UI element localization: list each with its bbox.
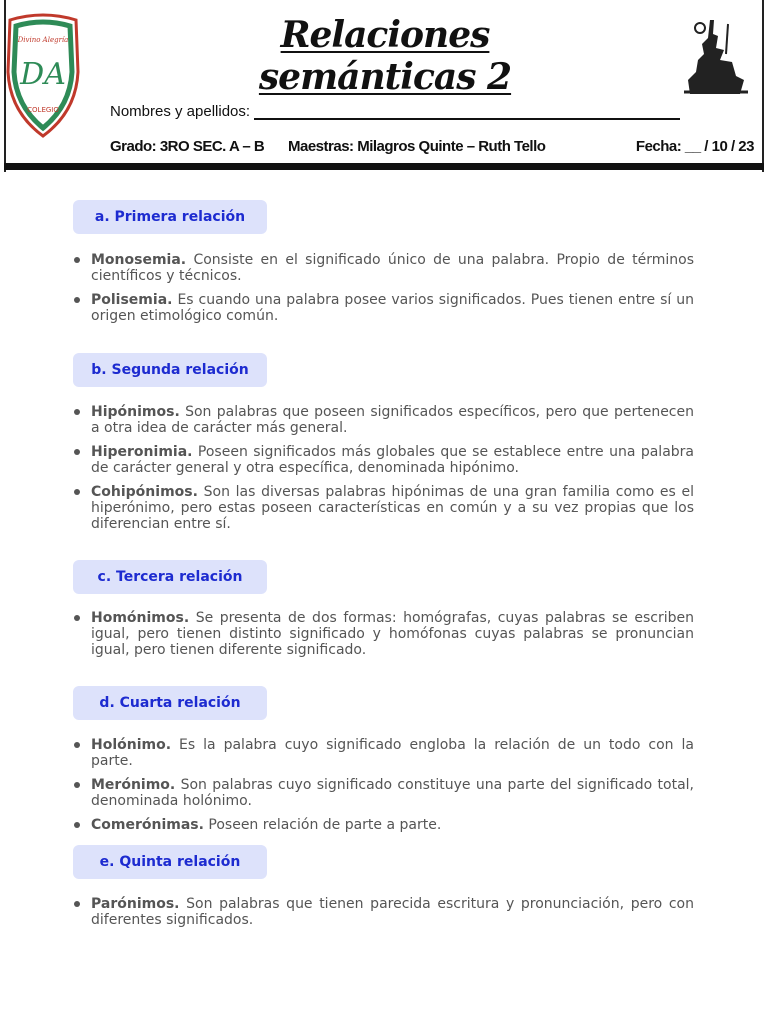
term: Hiperonimia.: [91, 444, 193, 460]
definition: Se presenta de dos formas: homógrafas, cuyas palabras se escriben igual, pero tienen distinto significado y homófonas cuyas palabras se pronuncian igual, pero tienen diferente significado.: [91, 610, 694, 658]
section-list-b: [73, 404, 694, 540]
definition: Son palabras que tienen parecida escritura y pronunciación, pero con diferentes significados.: [91, 896, 694, 928]
list-item: [73, 896, 694, 928]
names-blank-line[interactable]: [254, 102, 680, 120]
section-heading-a: a. Primera relación: [73, 200, 267, 234]
term: Polisemia.: [91, 292, 173, 308]
term: Homónimos.: [91, 610, 190, 626]
grade-label: Grado: 3RO SEC. A – B: [110, 138, 265, 155]
term: Hipónimos.: [91, 404, 180, 420]
definition: Son palabras que poseen significados específicos, pero que pertenecen a otra idea de carácter más general.: [91, 404, 694, 436]
teachers-label: Maestras: Milagros Quinte – Ruth Tello: [288, 138, 546, 155]
definition: Es cuando una palabra posee varios significados. Pues tienen entre sí un origen etimológico común.: [91, 292, 694, 324]
section-list-e: [73, 896, 694, 936]
definition: Poseen significados más globales que se establece entre una palabra de carácter general y otra específica, denominada hipónimo.: [91, 444, 694, 476]
term: Parónimos.: [91, 896, 180, 912]
list-item: [73, 484, 694, 532]
section-list-d: [73, 737, 694, 841]
list-item: [73, 777, 694, 809]
term: Monosemia.: [91, 252, 187, 268]
list-item: [73, 292, 694, 324]
term: Merónimo.: [91, 777, 176, 793]
list-item: [73, 610, 694, 658]
page-title: Relaciones semánticas 2: [258, 14, 512, 98]
section-heading-b: b. Segunda relación: [73, 353, 267, 387]
term: Holónimo.: [91, 737, 172, 753]
term: Cohipónimos.: [91, 484, 198, 500]
date-label: Fecha: __ / 10 / 23: [635, 138, 754, 155]
names-field-row: [110, 98, 680, 120]
term: Comerónimas.: [91, 817, 204, 833]
section-heading-c: c. Tercera relación: [73, 560, 267, 594]
school-crest-icon: [4, 12, 82, 140]
crest-monogram: DA: [20, 57, 66, 92]
list-item: [73, 404, 694, 436]
list-item: [73, 737, 694, 769]
definition: Son palabras cuyo significado constituye una parte del significado total, denominada holónimo.: [91, 777, 694, 809]
list-item: [73, 444, 694, 476]
definition: Consiste en el significado único de una palabra. Propio de términos científicos y técnicos.: [91, 252, 694, 284]
info-row: [110, 138, 754, 160]
header-divider: [4, 163, 764, 170]
list-item: [73, 817, 694, 833]
don-quixote-icon: [680, 14, 752, 98]
section-list-c: [73, 610, 694, 666]
names-label: Nombres y apellidos:: [110, 103, 251, 120]
list-item: [73, 252, 694, 284]
definition: Es la palabra cuyo significado engloba la relación de un todo con la parte.: [91, 737, 694, 769]
section-heading-e: e. Quinta relación: [73, 845, 267, 879]
section-list-a: [73, 252, 694, 332]
crest-top-text: Divino Alegría: [17, 36, 69, 44]
definition: Poseen relación de parte a parte.: [203, 817, 442, 833]
section-heading-d: d. Cuarta relación: [73, 686, 267, 720]
definition: Son las diversas palabras hipónimas de una gran familia como es el hiperónimo, pero estas poseen características en común y a su vez propias que los diferencian entre sí.: [91, 484, 694, 532]
crest-bottom-text: COLEGIO: [27, 106, 59, 114]
